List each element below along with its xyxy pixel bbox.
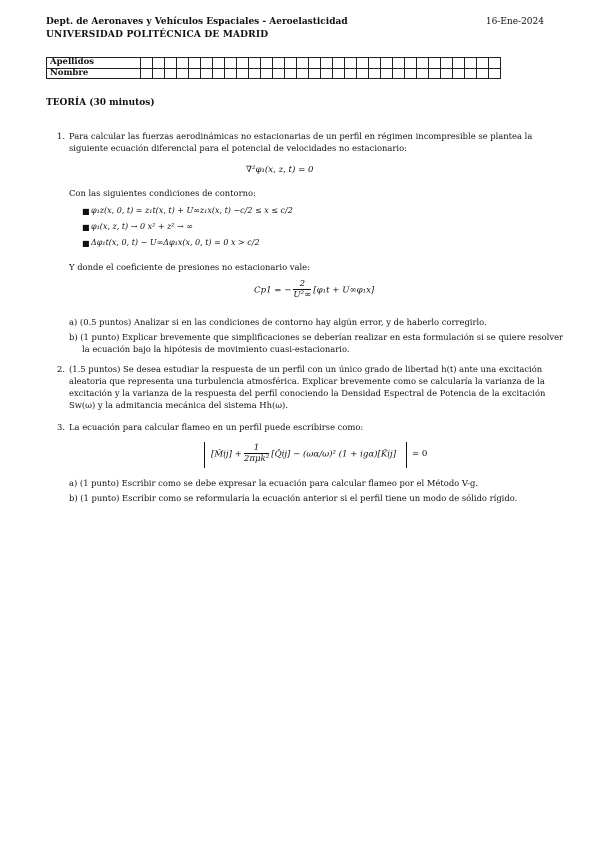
q3-part-b: b) (1 punto) Escribir como se reformularía la ecuación anterior si el perfil tiene un modo de sólido rígido.	[69, 493, 518, 503]
cp-denominator: U²∞	[293, 290, 312, 300]
bullet-icon: ■	[82, 207, 90, 216]
name-grid-cell[interactable]	[357, 58, 369, 69]
q1-number: 1.	[57, 131, 65, 141]
eq-part2: [Q̂ij] − (ωα/ω)² (1 + igα)[K̂ij]	[271, 449, 397, 460]
eq-rhs: = 0	[412, 449, 428, 459]
name-grid-cell[interactable]	[429, 68, 441, 79]
name-grid-cell[interactable]	[201, 58, 213, 69]
name-grid-cell[interactable]	[285, 58, 297, 69]
name-label: Nombre	[47, 68, 141, 79]
name-grid-cell[interactable]	[273, 68, 285, 79]
name-grid-cell[interactable]	[369, 58, 381, 69]
university-name: UNIVERSIDAD POLITÉCNICA DE MADRID	[46, 30, 269, 40]
name-grid-cell[interactable]	[477, 68, 489, 79]
name-grid-cell[interactable]	[213, 58, 225, 69]
name-grid-cell[interactable]	[177, 68, 189, 79]
name-grid-cell[interactable]	[177, 58, 189, 69]
cp-rhs: [φ₁t + U∞φ₁x]	[313, 285, 375, 296]
name-grid-cell[interactable]	[321, 58, 333, 69]
name-grid-cell[interactable]	[297, 58, 309, 69]
name-grid-cell[interactable]	[453, 58, 465, 69]
q1-part-b-line2: la ecuación bajo la hipótesis de movimiento cuasi-estacionario.	[82, 344, 350, 354]
name-grid-cell[interactable]	[141, 58, 153, 69]
name-grid-cell[interactable]	[369, 68, 381, 79]
name-grid-cell[interactable]	[453, 68, 465, 79]
name-grid-cell[interactable]	[381, 68, 393, 79]
q1-main-equation: ∇²φ₁(x, z, t) = 0	[246, 165, 314, 175]
q1-bc-intro: Con las siguientes condiciones de contorno:	[69, 188, 256, 198]
name-grid-cell[interactable]	[285, 68, 297, 79]
q1-bc3: Δφ₁t(x, 0, t) − U∞Δφ₁x(x, 0, t) = 0 x > c/2	[91, 238, 260, 247]
name-grid-cell[interactable]	[237, 58, 249, 69]
determinant-bar-left	[204, 442, 205, 468]
name-grid-cell[interactable]	[141, 68, 153, 79]
q1-bc1: φ₁z(x, 0, t) = z₁t(x, t) + U∞z₁x(x, t) −c/2 ≤ x ≤ c/2	[91, 206, 293, 215]
determinant-bar-right	[406, 442, 407, 468]
name-grid-cell[interactable]	[393, 68, 405, 79]
eq-denominator: 2πμk²	[243, 454, 270, 464]
name-grid-cell[interactable]	[225, 58, 237, 69]
name-grid-cell[interactable]	[441, 58, 453, 69]
q2-line1: (1.5 puntos) Se desea estudiar la respuesta de un perfil con un único grado de libertad h(t) ante una excitación	[69, 364, 543, 374]
name-grid-cell[interactable]	[213, 68, 225, 79]
name-grid-cell[interactable]	[465, 58, 477, 69]
cp-numerator: 2	[293, 280, 311, 290]
q3-flutter-equation	[211, 444, 396, 464]
name-grid-cell[interactable]	[333, 58, 345, 69]
name-grid-cell[interactable]	[261, 58, 273, 69]
section-title: TEORÍA (30 minutos)	[46, 98, 155, 108]
bullet-icon: ■	[82, 223, 90, 232]
name-grid-cell[interactable]	[393, 58, 405, 69]
name-grid-cell[interactable]	[345, 68, 357, 79]
q2-line4: Sw(ω) y la admitancia mecánica del sistema Hh(ω).	[69, 400, 288, 410]
cp-lhs: Cp1 = −	[254, 285, 292, 296]
name-grid-cell[interactable]	[309, 58, 321, 69]
name-row	[47, 68, 501, 79]
name-grid-cell[interactable]	[345, 58, 357, 69]
name-grid-cell[interactable]	[297, 68, 309, 79]
name-grid-cell[interactable]	[189, 68, 201, 79]
q2-line2: aleatoria que representa una turbulencia atmosférica. Explicar brevemente como se calcularía la varianza de la	[69, 376, 545, 386]
q2-number: 2.	[57, 364, 65, 374]
name-grid-cell[interactable]	[405, 58, 417, 69]
name-grid-cell[interactable]	[225, 68, 237, 79]
q1-intro-line1: Para calcular las fuerzas aerodinámicas no estacionarias de un perfil en régimen incompresible se plantea la	[69, 131, 533, 141]
name-grid-cell[interactable]	[405, 68, 417, 79]
eq-part1: [M̂ij] +	[211, 449, 242, 460]
name-grid-cell[interactable]	[489, 58, 501, 69]
department-title: Dept. de Aeronaves y Vehículos Espaciales - Aeroelasticidad	[46, 17, 348, 27]
name-grid-cell[interactable]	[381, 58, 393, 69]
name-grid-cell[interactable]	[357, 68, 369, 79]
name-grid-cell[interactable]	[165, 68, 177, 79]
name-grid-cell[interactable]	[417, 68, 429, 79]
name-grid-cell[interactable]	[441, 68, 453, 79]
q1-part-a: a) (0.5 puntos) Analizar si en las condiciones de contorno hay algún error, y de haberlo corregirlo.	[69, 317, 487, 327]
surname-label: Apellidos	[47, 58, 141, 69]
q1-part-b-line1: b) (1 punto) Explicar brevemente que simplificaciones se deberían realizar en esta formulación si se quiere resolver	[69, 332, 564, 342]
q3-intro: La ecuación para calcular flameo en un perfil puede escribirse como:	[69, 422, 364, 432]
name-grid-cell[interactable]	[321, 68, 333, 79]
name-grid-cell[interactable]	[237, 68, 249, 79]
name-grid-cell[interactable]	[417, 58, 429, 69]
name-grid-cell[interactable]	[465, 68, 477, 79]
name-grid-cell[interactable]	[333, 68, 345, 79]
bullet-icon: ■	[82, 239, 90, 248]
q1-cp-intro: Y donde el coeficiente de presiones no estacionario vale:	[69, 262, 310, 272]
name-grid-cell[interactable]	[189, 58, 201, 69]
name-grid	[46, 57, 501, 79]
name-grid-cell[interactable]	[201, 68, 213, 79]
eq-fraction	[244, 444, 269, 464]
exam-date: 16-Ene-2024	[485, 17, 544, 27]
name-grid-cell[interactable]	[249, 68, 261, 79]
name-grid-cell[interactable]	[429, 58, 441, 69]
q1-bc2: φ₁(x, z, t) → 0 x² + z² → ∞	[91, 222, 193, 231]
q2-line3: excitación y la varianza de la respuesta del perfil conociendo la Densidad Espectral de Potencia de la excitación	[69, 388, 546, 398]
name-grid-cell[interactable]	[261, 68, 273, 79]
q1-intro-line2: siguiente ecuación diferencial para el potencial de velocidades no estacionario:	[69, 143, 407, 153]
q1-cp-equation	[254, 280, 374, 300]
name-grid-cell[interactable]	[309, 68, 321, 79]
name-grid-cell[interactable]	[249, 58, 261, 69]
name-grid-cell[interactable]	[153, 58, 165, 69]
name-grid-cell[interactable]	[273, 58, 285, 69]
q3-number: 3.	[57, 422, 65, 432]
name-grid-cell[interactable]	[153, 68, 165, 79]
name-grid-cell[interactable]	[477, 58, 489, 69]
eq-numerator: 1	[244, 444, 269, 454]
name-grid-cell[interactable]	[165, 58, 177, 69]
cp-fraction	[293, 280, 311, 300]
q3-part-a: a) (1 punto) Escribir como se debe expresar la ecuación para calcular flameo por el Método V-g.	[69, 478, 479, 488]
surname-row	[47, 58, 501, 69]
name-grid-cell[interactable]	[489, 68, 501, 79]
